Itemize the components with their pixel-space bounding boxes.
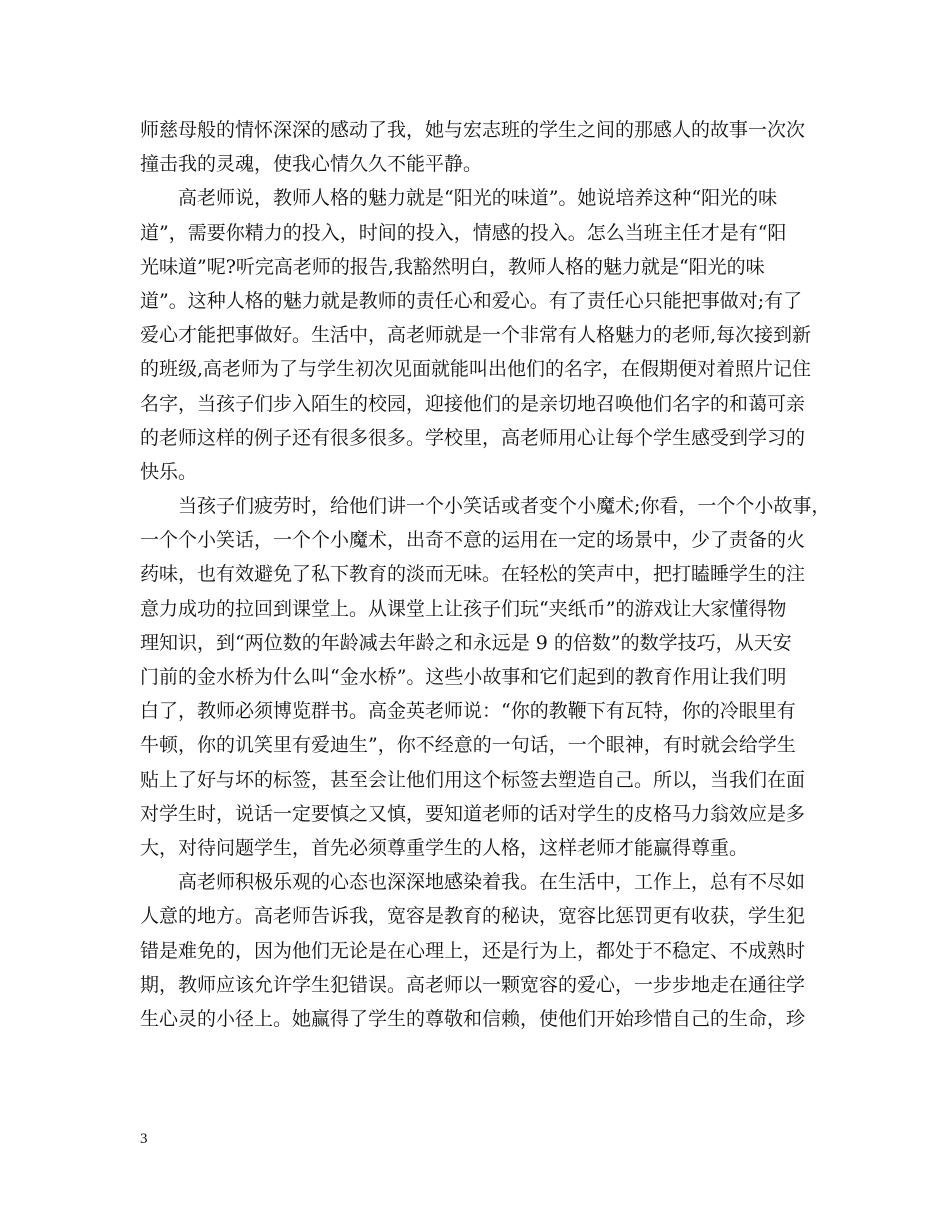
text-line: 门前的金水桥为什么叫“金水桥”。这些小故事和它们起到的教育作用让我们明: [140, 666, 787, 688]
text-line: 期，教师应该允许学生犯错误。高老师以一颗宽容的爱心，一步步地走在通往学: [140, 973, 806, 996]
text-line: 名字，当孩子们步入陌生的校园，迎接他们的是亲切地召唤他们名字的和蔼可亲: [140, 392, 806, 415]
paragraph-first-line: 当孩子们疲劳时，给他们讲一个小笑话或者变个小魔术;你看，一个个小故事，: [178, 495, 831, 518]
text-line: 理知识，到“两位数的年龄减去年龄之和永远是 9 的倍数”的数学技巧，从天安: [140, 631, 792, 654]
text-line: 对学生时，说话一定要慎之又慎，要知道老师的话对学生的皮格马力翁效应是多: [140, 802, 806, 825]
paragraph-first-line: 高老师说，教师人格的魅力就是“阳光的味道”。她说培养这种“阳光的味: [178, 187, 778, 210]
text-line: 道”，需要你精力的投入，时间的投入，情感的投入。怎么当班主任才是有“阳: [140, 221, 787, 244]
text-line: 快乐。: [140, 460, 198, 483]
text-line: 白了，教师必须博览群书。高金英老师说：“你的教鞭下有瓦特，你的冷眼里有: [140, 700, 796, 723]
text-line: 药味，也有效避免了私下教育的淡而无味。在轻松的笑声中，把打瞌睡学生的注: [140, 563, 806, 586]
text-line: 牛顿，你的讥笑里有爱迪生”，你不经意的一句话，一个眼神，有时就会给学生: [140, 734, 796, 757]
text-line: 贴上了好与坏的标签，甚至会让他们用这个标签去塑造自己。所以，当我们在面: [140, 768, 806, 791]
text-line: 大，对待问题学生，首先必须尊重学生的人格，这样老师才能赢得尊重。: [140, 836, 749, 859]
text-line: 错是难免的，因为他们无论是在心理上，还是行为上，都处于不稳定、不成熟时: [140, 939, 806, 962]
text-line: 一个个小笑话，一个个小魔术，出奇不意的运用在一定的场景中，少了责备的火: [140, 529, 806, 552]
paragraph-first-line: 高老师积极乐观的心态也深深地感染着我。在生活中，工作上，总有不尽如: [178, 871, 806, 894]
page-number: 3: [140, 1131, 148, 1147]
text-line: 意力成功的拉回到课堂上。从课堂上让孩子们玩“夹纸币”的游戏让大家懂得物: [140, 597, 787, 620]
text-line: 人意的地方。高老师告诉我，宽容是教育的秘诀，宽容比惩罚更有收获，学生犯: [140, 905, 806, 928]
text-line: 爱心才能把事做好。生活中，高老师就是一个非常有人格魅力的老师,每次接到新: [140, 324, 812, 347]
text-line: 道”。这种人格的魅力就是教师的责任心和爱心。有了责任心只能把事做对;有了: [140, 289, 803, 312]
text-line: 的班级,高老师为了与学生初次见面就能叫出他们的名字，在假期便对着照片记住: [140, 358, 812, 381]
text-line: 生心灵的小径上。她赢得了学生的尊敬和信赖，使他们开始珍惜自己的生命，珍: [140, 1007, 806, 1030]
text-line: 的老师这样的例子还有很多很多。学校里，高老师用心让每个学生感受到学习的: [140, 426, 806, 449]
text-line: 光味道”呢?听完高老师的报告,我豁然明白，教师人格的魅力就是“阳光的味: [140, 255, 765, 278]
text-line: 师慈母般的情怀深深的感动了我，她与宏志班的学生之间的那感人的故事一次次: [140, 119, 806, 141]
body-text: [140, 113, 831, 1036]
text-line: 撞击我的灵魂，使我心情久久不能平静。: [140, 153, 483, 176]
